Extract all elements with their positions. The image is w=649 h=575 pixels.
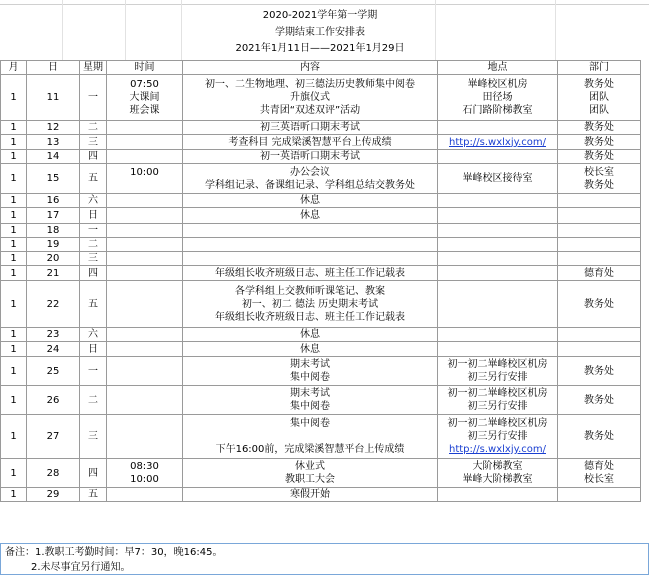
table-row — [1, 238, 641, 252]
cell-line: 崋峰校区接待室 — [462, 173, 533, 184]
dept-cell — [558, 459, 641, 488]
table-row — [1, 459, 641, 488]
location-cell — [438, 281, 558, 328]
cell-line: 办公会议 — [290, 166, 330, 178]
cell-line: 石门路阶梯教室 — [462, 105, 533, 116]
cell-line: 初一初二崋峰校区机房 — [447, 418, 548, 429]
cell-line: 初三另行安排 — [467, 401, 528, 412]
time-cell — [107, 281, 183, 328]
dept-cell — [558, 266, 641, 281]
cell-line: 初三英语听口期末考试 — [260, 122, 360, 133]
remark-line: 2.未尽事宜另行通知。 — [31, 562, 131, 573]
date-range: 2021年1月11日——2021年1月29日 — [235, 43, 405, 54]
cell-line: 教务处 — [584, 365, 614, 377]
cell-line: 下午16:00前，完成梁溪智慧平台上传成绩 — [215, 444, 405, 455]
cell-line: 07:50 — [130, 79, 159, 90]
month-cell: 1 — [1, 75, 27, 121]
month-cell: 1 — [1, 150, 27, 164]
cell-line: 教务处 — [584, 151, 614, 162]
location-cell — [438, 150, 558, 164]
cell-line: 大阶梯教室 — [472, 461, 523, 472]
month-cell: 1 — [1, 208, 27, 224]
month-cell: 1 — [1, 415, 27, 459]
month-cell: 1 — [1, 459, 27, 488]
cell-line: 升旗仪式 — [290, 92, 330, 103]
dept-cell — [558, 342, 641, 357]
cell-line: 教务处 — [584, 179, 614, 191]
cell-line: 团队 — [589, 105, 609, 116]
time-cell — [107, 194, 183, 208]
time-cell — [107, 224, 183, 238]
dept-cell — [558, 415, 641, 459]
weekday-cell: 三 — [80, 415, 107, 459]
content-cell — [183, 121, 438, 135]
weekday-cell: 二 — [80, 386, 107, 415]
content-cell — [183, 150, 438, 164]
location-cell — [438, 328, 558, 342]
cell-line: 集中阅卷 — [290, 418, 330, 429]
cell-line: 田径场 — [482, 92, 513, 103]
cell-line: 10:00 — [130, 166, 159, 178]
content-cell — [183, 135, 438, 150]
content-cell — [183, 252, 438, 266]
table-row — [1, 208, 641, 224]
day-cell: 27 — [27, 415, 80, 459]
cell-line: 学科组记录、备课组记录、学科组总结交教务处 — [205, 179, 415, 191]
time-cell — [107, 135, 183, 150]
time-cell — [107, 75, 183, 121]
month-cell: 1 — [1, 488, 27, 502]
time-cell — [107, 266, 183, 281]
table-row — [1, 150, 641, 164]
weekday-cell: 二 — [80, 238, 107, 252]
month-cell: 1 — [1, 386, 27, 415]
day-cell: 13 — [27, 135, 80, 150]
cell-line: 德育处 — [584, 461, 614, 472]
cell-line: 初三另行安排 — [467, 431, 528, 442]
content-cell — [183, 266, 438, 281]
time-cell — [107, 328, 183, 342]
time-cell — [107, 357, 183, 386]
day-cell: 16 — [27, 194, 80, 208]
time-cell — [107, 121, 183, 135]
weekday-cell: 日 — [80, 208, 107, 224]
cell-line: 初一初二崋峰校区机房 — [447, 388, 548, 399]
column-header: 月 — [1, 61, 27, 75]
weekday-cell: 一 — [80, 75, 107, 121]
cell-line: 初一、初二 德法 历史期末考试 — [241, 298, 379, 310]
location-cell — [438, 386, 558, 415]
weekday-cell: 二 — [80, 121, 107, 135]
cell-line: 团队 — [589, 92, 609, 103]
cell-line: 年级组长收齐班级日志、班主任工作记载表 — [215, 311, 405, 323]
weekday-cell: 五 — [80, 281, 107, 328]
weekday-cell: 三 — [80, 252, 107, 266]
cell-line: 休息 — [300, 329, 320, 340]
document-subtitle: 学期结束工作安排表 — [275, 27, 365, 38]
content-cell — [183, 459, 438, 488]
day-cell: 28 — [27, 459, 80, 488]
cell-line: 初一、二生物地理、初三德法历史教师集中阅卷 — [205, 79, 415, 90]
remarks-box — [0, 543, 649, 575]
content-cell — [183, 488, 438, 502]
cell-line: 休息 — [300, 343, 320, 355]
cell-line: 教务处 — [584, 394, 614, 406]
cell-line: 崋峰大阶梯教室 — [462, 474, 533, 485]
cell-line: 休息 — [300, 195, 320, 206]
weekday-cell: 日 — [80, 342, 107, 357]
month-cell: 1 — [1, 328, 27, 342]
month-cell: 1 — [1, 252, 27, 266]
location-cell — [438, 194, 558, 208]
content-cell — [183, 194, 438, 208]
month-cell: 1 — [1, 342, 27, 357]
location-cell — [438, 252, 558, 266]
location-cell — [438, 488, 558, 502]
content-cell — [183, 224, 438, 238]
cell-line: 各学科组上交教师听课笔记、教案 — [235, 285, 385, 297]
day-cell: 12 — [27, 121, 80, 135]
time-cell — [107, 208, 183, 224]
cell-line: 教务处 — [584, 136, 614, 148]
cell-line: 考查科目 完成梁溪智慧平台上传成绩 — [228, 136, 392, 148]
cell-line: 年级组长收齐班级日志、班主任工作记载表 — [215, 267, 405, 279]
day-cell: 21 — [27, 266, 80, 281]
cell-line: 08:30 — [130, 461, 159, 472]
content-cell — [183, 357, 438, 386]
table-row — [1, 328, 641, 342]
cell-line: 大课间 — [129, 92, 160, 103]
table-row — [1, 135, 641, 150]
cell-line: 共青团“双述双评”活动 — [259, 105, 361, 116]
location-cell — [438, 121, 558, 135]
column-header: 星期 — [80, 61, 107, 75]
column-header: 时间 — [107, 61, 183, 75]
month-cell: 1 — [1, 135, 27, 150]
dept-cell — [558, 224, 641, 238]
document-title: 2020-2021学年第一学期 — [262, 10, 378, 21]
weekday-cell: 四 — [80, 459, 107, 488]
weekday-cell: 一 — [80, 224, 107, 238]
table-row — [1, 415, 641, 459]
cell-line: 集中阅卷 — [290, 401, 330, 412]
month-cell: 1 — [1, 224, 27, 238]
cell-line: 崋峰校区机房 — [467, 79, 528, 90]
cell-line: 期末考试 — [290, 388, 330, 399]
cell-line: 德育处 — [584, 267, 614, 279]
cell-line: 教务处 — [584, 122, 614, 133]
column-header: 日 — [27, 61, 80, 75]
time-cell — [107, 342, 183, 357]
cell-line: 校长室 — [584, 474, 614, 485]
day-cell: 18 — [27, 224, 80, 238]
content-cell — [183, 208, 438, 224]
table-row — [1, 342, 641, 357]
day-cell: 22 — [27, 281, 80, 328]
content-cell — [183, 328, 438, 342]
day-cell: 19 — [27, 238, 80, 252]
dept-cell — [558, 488, 641, 502]
table-row — [1, 386, 641, 415]
dept-cell — [558, 135, 641, 150]
dept-cell — [558, 194, 641, 208]
cell-line: 初三另行安排 — [467, 372, 528, 383]
column-header: 内容 — [183, 61, 438, 75]
location-cell — [438, 342, 558, 357]
location-cell — [438, 224, 558, 238]
cell-line: 教职工大会 — [285, 474, 335, 485]
dept-cell — [558, 328, 641, 342]
weekday-cell: 五 — [80, 164, 107, 194]
dept-cell — [558, 252, 641, 266]
content-cell — [183, 415, 438, 459]
schedule-table — [0, 60, 641, 502]
location-cell — [438, 75, 558, 121]
month-cell: 1 — [1, 121, 27, 135]
cell-line: 期末考试 — [290, 359, 330, 370]
location-cell — [438, 415, 558, 459]
table-header-row — [1, 61, 641, 75]
day-cell: 17 — [27, 208, 80, 224]
day-cell: 24 — [27, 342, 80, 357]
location-cell — [438, 164, 558, 194]
table-row — [1, 488, 641, 502]
link[interactable]: http://s.wxlxjy.com/ — [449, 444, 546, 455]
cell-line: 初一初二崋峰校区机房 — [447, 359, 548, 370]
content-cell — [183, 342, 438, 357]
month-cell: 1 — [1, 194, 27, 208]
table-row — [1, 252, 641, 266]
month-cell: 1 — [1, 281, 27, 328]
dept-cell — [558, 386, 641, 415]
table-row — [1, 266, 641, 281]
remark-line: 备注：1.教职工考勤时间：早7：30，晚16:45。 — [5, 547, 223, 558]
time-cell — [107, 386, 183, 415]
cell-line: 班会课 — [129, 105, 160, 116]
time-cell — [107, 238, 183, 252]
day-cell: 15 — [27, 164, 80, 194]
time-cell — [107, 459, 183, 488]
table-row — [1, 357, 641, 386]
link[interactable]: http://s.wxlxjy.com/ — [449, 136, 546, 148]
dept-cell — [558, 281, 641, 328]
content-cell — [183, 238, 438, 252]
location-cell — [438, 357, 558, 386]
cell-line — [107, 179, 182, 192]
cell-line: 校长室 — [584, 166, 614, 178]
dept-cell — [558, 164, 641, 194]
time-cell — [107, 252, 183, 266]
weekday-cell: 四 — [80, 150, 107, 164]
location-cell — [438, 238, 558, 252]
dept-cell — [558, 150, 641, 164]
weekday-cell: 一 — [80, 357, 107, 386]
location-cell — [438, 459, 558, 488]
cell-line: 初一英语听口期末考试 — [260, 151, 360, 162]
content-cell — [183, 75, 438, 121]
dept-cell — [558, 208, 641, 224]
dept-cell — [558, 75, 641, 121]
location-cell — [438, 266, 558, 281]
content-cell — [183, 164, 438, 194]
day-cell: 26 — [27, 386, 80, 415]
dept-cell — [558, 238, 641, 252]
location-cell — [438, 135, 558, 150]
table-row — [1, 75, 641, 121]
day-cell: 29 — [27, 488, 80, 502]
column-header: 地点 — [438, 61, 558, 75]
cell-line: 集中阅卷 — [290, 372, 330, 383]
table-row — [1, 121, 641, 135]
month-cell: 1 — [1, 357, 27, 386]
weekday-cell: 四 — [80, 266, 107, 281]
dept-cell — [558, 357, 641, 386]
time-cell — [107, 164, 183, 194]
day-cell: 25 — [27, 357, 80, 386]
cell-line: 休息 — [300, 210, 320, 221]
day-cell: 23 — [27, 328, 80, 342]
month-cell: 1 — [1, 164, 27, 194]
content-cell — [183, 281, 438, 328]
spreadsheet-top-edge — [0, 0, 649, 5]
month-cell: 1 — [1, 266, 27, 281]
cell-line: 教务处 — [584, 298, 614, 310]
column-header: 部门 — [558, 61, 641, 75]
cell-line — [183, 430, 437, 443]
weekday-cell: 六 — [80, 194, 107, 208]
time-cell — [107, 488, 183, 502]
table-row — [1, 194, 641, 208]
table-row — [1, 164, 641, 194]
day-cell: 14 — [27, 150, 80, 164]
table-row — [1, 281, 641, 328]
location-cell — [438, 208, 558, 224]
weekday-cell: 三 — [80, 135, 107, 150]
day-cell: 20 — [27, 252, 80, 266]
day-cell: 11 — [27, 75, 80, 121]
content-cell — [183, 386, 438, 415]
weekday-cell: 六 — [80, 328, 107, 342]
time-cell — [107, 150, 183, 164]
cell-line: 教务处 — [584, 431, 614, 442]
cell-line: 教务处 — [584, 79, 614, 90]
time-cell — [107, 415, 183, 459]
cell-line: 10:00 — [130, 474, 159, 485]
cell-line: 休业式 — [295, 461, 325, 472]
weekday-cell: 五 — [80, 488, 107, 502]
table-row — [1, 224, 641, 238]
cell-line: 寒假开始 — [290, 489, 330, 500]
dept-cell — [558, 121, 641, 135]
month-cell: 1 — [1, 238, 27, 252]
